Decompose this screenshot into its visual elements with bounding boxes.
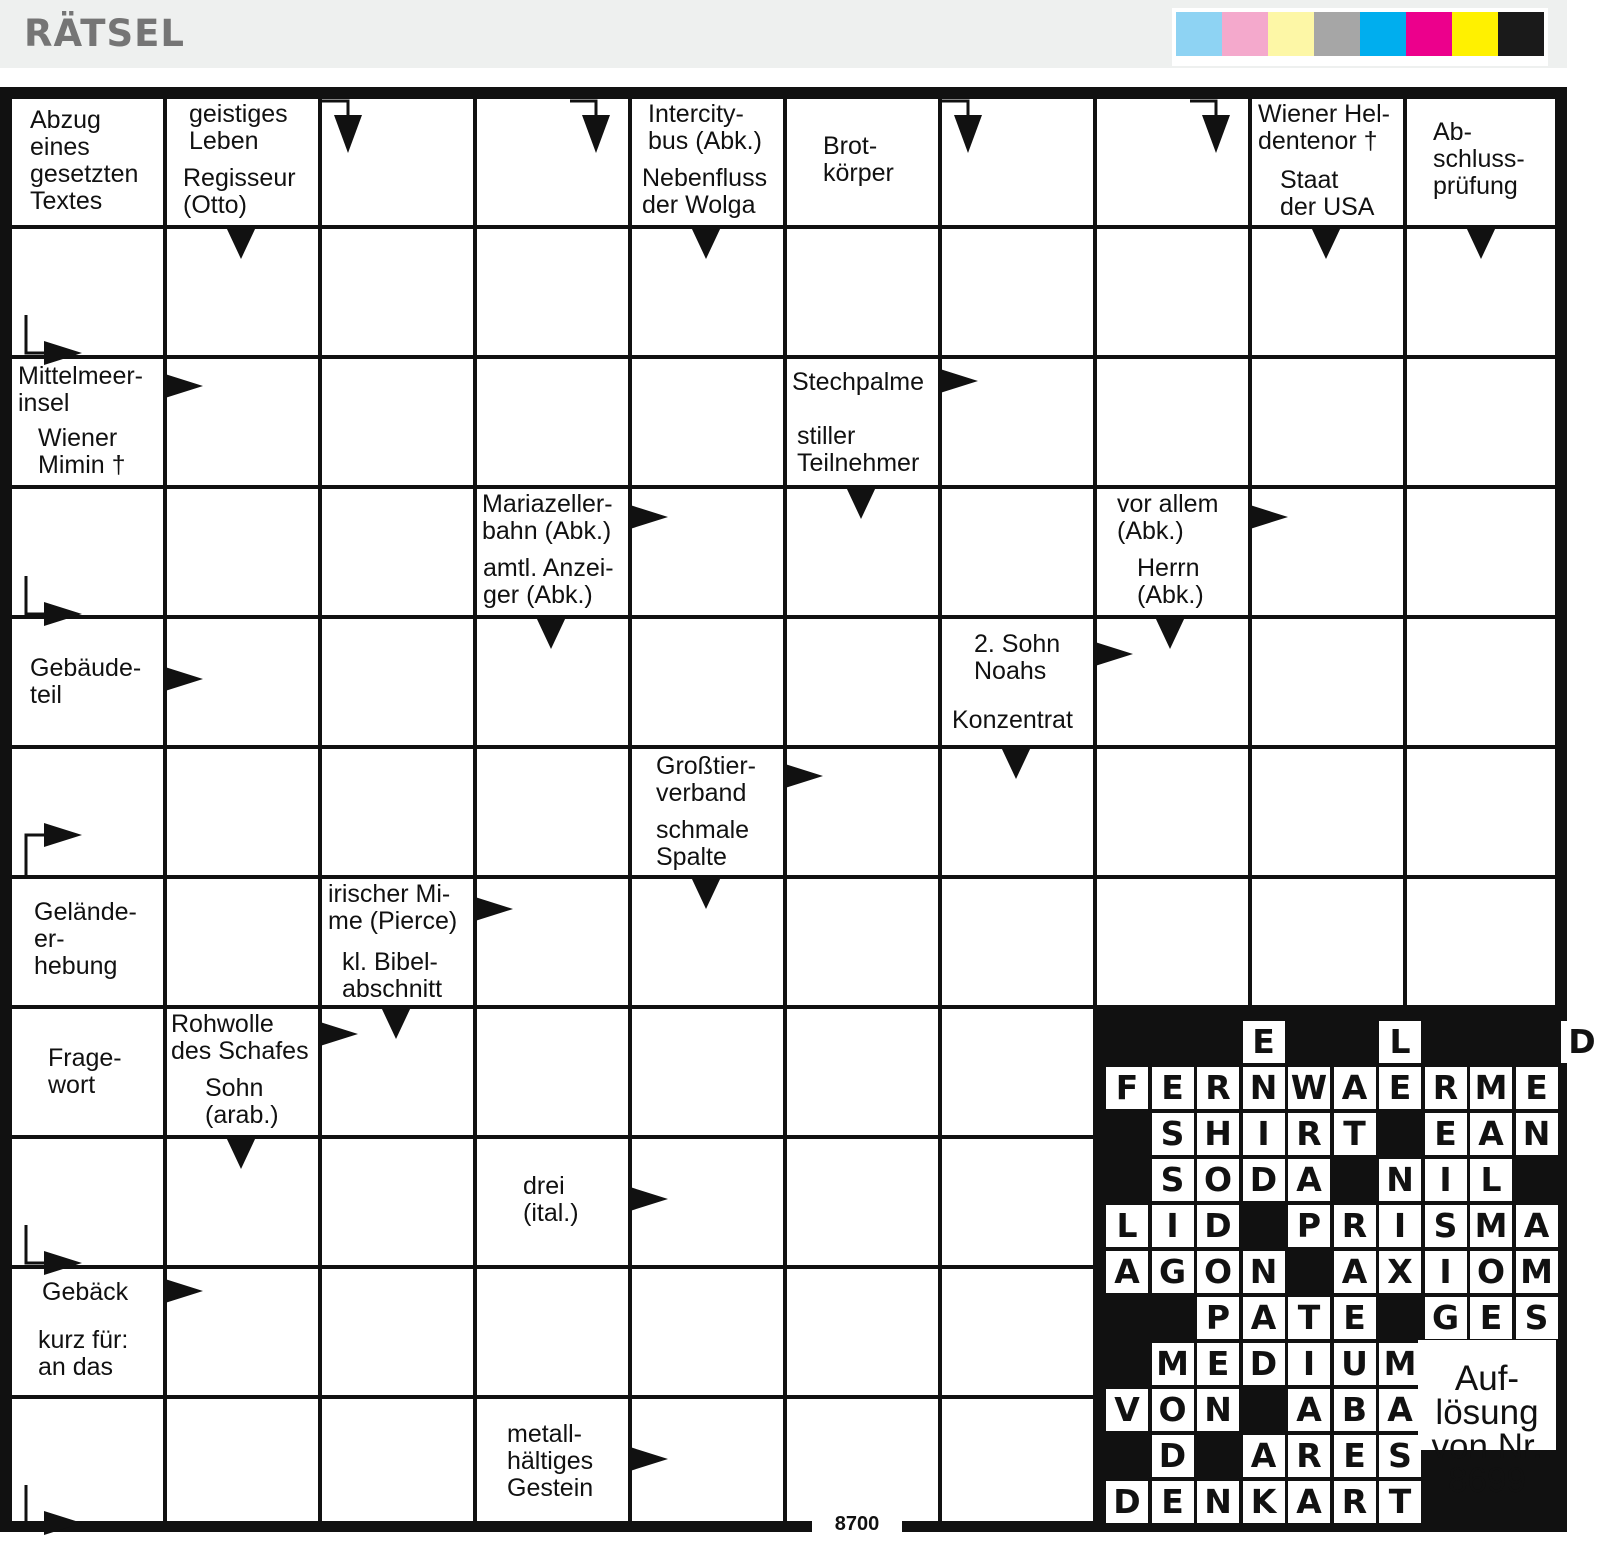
solution-letter: E — [1470, 1297, 1512, 1339]
clue-text: Mittelmeer- insel — [18, 362, 144, 417]
answer-cell[interactable] — [632, 619, 783, 745]
solution-letter: S — [1425, 1205, 1467, 1247]
clue-c15 — [477, 553, 628, 615]
solution-letter: G — [1425, 1297, 1467, 1339]
solution-letter: L — [1470, 1159, 1512, 1201]
solution-letter: E — [1334, 1297, 1376, 1339]
solution-letter: E — [1425, 1113, 1467, 1155]
clue-text: Intercity- bus (Abk.) — [648, 100, 762, 155]
solution-letter: E — [1197, 1343, 1239, 1385]
solution-letter: I — [1243, 1113, 1285, 1155]
solution-letter: A — [1379, 1389, 1421, 1431]
answer-cell[interactable] — [477, 749, 628, 875]
bent-arrow-right-down-icon — [940, 97, 1004, 161]
clue-c26 — [12, 1009, 163, 1135]
solution-letter: S — [1516, 1297, 1558, 1339]
solution-letter: L — [1379, 1021, 1421, 1063]
clue-c11 — [12, 421, 163, 485]
clue-text: Frage- wort — [48, 1044, 122, 1099]
clue-text: Mariazeller- bahn (Abk.) — [482, 490, 613, 545]
solution-letter: M — [1470, 1067, 1512, 1109]
solution-letter: L — [1106, 1205, 1148, 1247]
answer-cell[interactable] — [167, 489, 318, 615]
arrow-right-icon — [165, 667, 203, 691]
solution-letter: A — [1243, 1435, 1285, 1477]
clue-text: Brot- körper — [823, 132, 894, 187]
solution-letter: A — [1288, 1159, 1330, 1201]
solution-letter: E — [1243, 1021, 1285, 1063]
clue-c8 — [1252, 163, 1403, 225]
answer-cell[interactable] — [787, 1009, 938, 1135]
arrow-down-icon — [691, 227, 721, 259]
clue-text: Wiener Hel- dentenor † — [1258, 100, 1390, 155]
clue-text: drei (ital.) — [523, 1172, 579, 1227]
answer-cell[interactable] — [322, 489, 473, 615]
clue-c12 — [787, 359, 938, 409]
arrow-down-icon — [846, 487, 876, 519]
clue-text: Regisseur (Otto) — [183, 164, 296, 219]
answer-cell[interactable] — [1252, 359, 1403, 485]
arrow-down-icon — [1001, 747, 1031, 779]
solution-letter: K — [1243, 1481, 1285, 1523]
solution-letter: E — [1379, 1067, 1421, 1109]
solution-letter: O — [1470, 1251, 1512, 1293]
answer-cell[interactable] — [322, 229, 473, 355]
clue-text: Herrn (Abk.) — [1137, 554, 1204, 609]
clue-c14 — [477, 489, 628, 549]
clue-text: vor allem (Abk.) — [1117, 490, 1219, 545]
color-swatch — [1452, 12, 1498, 56]
answer-cell[interactable] — [1407, 359, 1555, 485]
arrow-right-icon — [940, 369, 978, 393]
solution-letter: A — [1106, 1251, 1148, 1293]
arrow-right-icon — [165, 374, 203, 398]
solution-letter: B — [1334, 1389, 1376, 1431]
clue-text: Nebenfluss der Wolga — [642, 164, 768, 219]
bent-arrow-down-right-icon — [22, 574, 86, 638]
clue-c29 — [477, 1139, 628, 1265]
answer-cell[interactable] — [322, 619, 473, 745]
solution-letter: R — [1334, 1481, 1376, 1523]
bent-arrow-down-right-icon — [22, 313, 86, 377]
answer-cell[interactable] — [787, 1399, 938, 1521]
answer-cell[interactable] — [167, 879, 318, 1005]
solution-letter: N — [1197, 1481, 1239, 1523]
clue-text: Konzentrat — [952, 706, 1073, 734]
solution-letter: W — [1288, 1067, 1330, 1109]
clue-text: metall- hältiges Gestein — [507, 1420, 594, 1502]
solution-letter: S — [1152, 1113, 1194, 1155]
answer-cell[interactable] — [322, 359, 473, 485]
arrow-right-icon — [475, 897, 513, 921]
solution-letter: M — [1379, 1343, 1421, 1385]
clue-text: Großtier- verband — [656, 752, 756, 807]
solution-letter: I — [1152, 1205, 1194, 1247]
answer-cell[interactable] — [322, 1269, 473, 1395]
clue-c24 — [322, 879, 473, 941]
clue-c21 — [632, 749, 783, 809]
bent-arrow-down-right-icon — [22, 1223, 86, 1287]
answer-cell[interactable] — [942, 1009, 1093, 1135]
solution-letter: M — [1516, 1251, 1558, 1293]
answer-cell[interactable] — [1252, 879, 1403, 1005]
solution-letter: R — [1334, 1205, 1376, 1247]
answer-cell[interactable] — [1252, 749, 1403, 875]
solution-letter: N — [1197, 1389, 1239, 1431]
clue-c22 — [632, 813, 783, 875]
answer-cell[interactable] — [477, 359, 628, 485]
clue-c5 — [632, 161, 783, 225]
solution-letter: T — [1334, 1113, 1376, 1155]
solution-letter: V — [1106, 1389, 1148, 1431]
solution-letter: A — [1288, 1481, 1330, 1523]
answer-cell[interactable] — [167, 1399, 318, 1521]
arrow-down-icon — [691, 877, 721, 909]
solution-letter: E — [1334, 1435, 1376, 1477]
puzzle-number: 8700 — [812, 1512, 902, 1532]
color-swatch — [1406, 12, 1452, 56]
clue-text: kl. Bibel- abschnitt — [342, 948, 443, 1003]
answer-cell[interactable] — [942, 229, 1093, 355]
solution-letter: R — [1197, 1067, 1239, 1109]
solution-letter: F — [1106, 1067, 1148, 1109]
answer-cell[interactable] — [477, 1269, 628, 1395]
solution-letter: O — [1152, 1389, 1194, 1431]
color-swatch — [1314, 12, 1360, 56]
solution-letter: A — [1243, 1297, 1285, 1339]
answer-cell[interactable] — [167, 749, 318, 875]
arrow-down-icon — [226, 227, 256, 259]
clue-text: kurz für: an das — [38, 1326, 129, 1381]
solution-letter: D — [1152, 1435, 1194, 1477]
solution-letter: N — [1516, 1113, 1558, 1155]
answer-cell[interactable] — [1097, 879, 1248, 1005]
arrow-right-icon — [1250, 505, 1288, 529]
answer-cell[interactable] — [787, 1139, 938, 1265]
answer-cell[interactable] — [787, 879, 938, 1005]
clue-text: Stechpalme — [792, 368, 925, 396]
solution-letter: M — [1152, 1343, 1194, 1385]
solution-letter: E — [1516, 1067, 1558, 1109]
solution-letter: P — [1197, 1297, 1239, 1339]
answer-cell[interactable] — [477, 229, 628, 355]
clue-c16 — [1097, 489, 1248, 549]
solution-letter: T — [1379, 1481, 1421, 1523]
answer-cell[interactable] — [322, 1399, 473, 1521]
solution-letter: S — [1379, 1435, 1421, 1477]
solution-letter: X — [1379, 1251, 1421, 1293]
clue-text: irischer Mi- me (Pierce) — [328, 880, 458, 935]
color-swatch — [1222, 12, 1268, 56]
arrow-right-icon — [320, 1022, 358, 1046]
clue-c1 — [12, 99, 163, 225]
answer-cell[interactable] — [1407, 749, 1555, 875]
solution-letter: O — [1197, 1159, 1239, 1201]
color-swatch — [1360, 12, 1406, 56]
clue-c28 — [167, 1071, 318, 1135]
clue-text: Rohwolle des Schafes — [171, 1010, 309, 1065]
arrow-down-icon — [1155, 617, 1185, 649]
arrow-right-icon — [785, 764, 823, 788]
clue-text: stiller Teilnehmer — [797, 422, 920, 477]
clue-c4 — [632, 99, 783, 157]
answer-cell[interactable] — [942, 1139, 1093, 1265]
solution-letter: I — [1379, 1205, 1421, 1247]
clue-c3 — [167, 161, 318, 225]
answer-cell[interactable] — [1097, 359, 1248, 485]
arrow-right-icon — [630, 505, 668, 529]
solution-letter: E — [1152, 1067, 1194, 1109]
solution-letter: R — [1288, 1113, 1330, 1155]
arrow-right-icon — [630, 1447, 668, 1471]
bent-arrow-right-down-icon — [1188, 97, 1252, 161]
solution-letter: G — [1152, 1251, 1194, 1293]
clue-c31 — [12, 1319, 163, 1395]
clue-c6 — [787, 99, 938, 225]
answer-cell[interactable] — [1097, 229, 1248, 355]
answer-cell[interactable] — [322, 749, 473, 875]
crossword-board — [0, 87, 1596, 1532]
solution-letter: S — [1152, 1159, 1194, 1201]
clue-text: Ab- schluss- prüfung — [1433, 118, 1525, 200]
solution-letter: R — [1288, 1435, 1330, 1477]
solution-caption: Auf- lösung von Nr. 8699 — [1418, 1340, 1556, 1450]
answer-cell[interactable] — [942, 1269, 1093, 1395]
bent-arrow-down-right-icon — [22, 1483, 86, 1547]
clue-text: Gebäude- teil — [30, 654, 142, 709]
clue-c32 — [477, 1399, 628, 1521]
color-swatch — [1498, 12, 1544, 56]
answer-cell[interactable] — [322, 1139, 473, 1265]
arrow-down-icon — [381, 1007, 411, 1039]
clue-text: schmale Spalte — [656, 816, 750, 871]
bent-arrow-right-down-icon — [320, 97, 384, 161]
solution-letter: N — [1379, 1159, 1421, 1201]
answer-cell[interactable] — [1407, 489, 1555, 615]
solution-letter: P — [1288, 1205, 1330, 1247]
arrow-down-icon — [1466, 227, 1496, 259]
clue-text: 2. Sohn Noahs — [974, 630, 1061, 685]
solution-letter: N — [1243, 1251, 1285, 1293]
arrow-down-icon — [536, 617, 566, 649]
solution-letter: I — [1425, 1159, 1467, 1201]
solution-letter: E — [1152, 1481, 1194, 1523]
solution-letter: A — [1470, 1113, 1512, 1155]
bent-arrow-up-right-icon — [22, 813, 86, 877]
bent-arrow-right-down-icon — [568, 97, 632, 161]
answer-cell[interactable] — [632, 1269, 783, 1395]
answer-cell[interactable] — [1252, 619, 1403, 745]
solution-letter: A — [1288, 1389, 1330, 1431]
clue-c25 — [322, 945, 473, 1005]
clue-c20 — [942, 697, 1093, 745]
solution-letter: D — [1243, 1159, 1285, 1201]
solution-letter: I — [1288, 1343, 1330, 1385]
answer-cell[interactable] — [632, 1009, 783, 1135]
clue-text: geistiges Leben — [189, 100, 288, 155]
clue-text: Gelände- er- hebung — [34, 898, 137, 980]
clue-text: Abzug eines gesetzten Textes — [30, 106, 139, 215]
solution-letter: O — [1197, 1251, 1239, 1293]
color-swatch — [1176, 12, 1222, 56]
solution-letter: D — [1561, 1021, 1603, 1063]
solution-letter: A — [1334, 1251, 1376, 1293]
solution-letter: D — [1197, 1205, 1239, 1247]
solution-letter: H — [1197, 1113, 1239, 1155]
arrow-right-icon — [1095, 642, 1133, 666]
color-swatch — [1268, 12, 1314, 56]
answer-cell[interactable] — [1407, 619, 1555, 745]
answer-cell[interactable] — [1407, 879, 1555, 1005]
answer-cell[interactable] — [632, 359, 783, 485]
arrow-down-icon — [1311, 227, 1341, 259]
clue-text: Wiener Mimin † — [38, 424, 126, 479]
page-title: RÄTSEL — [24, 12, 185, 55]
solution-letter: I — [1425, 1251, 1467, 1293]
clue-c13 — [787, 413, 938, 485]
solution-letter: A — [1516, 1205, 1558, 1247]
arrow-right-icon — [630, 1187, 668, 1211]
clue-c19 — [942, 619, 1093, 693]
solution-letter: U — [1334, 1343, 1376, 1385]
answer-cell[interactable] — [787, 619, 938, 745]
clue-c9 — [1407, 99, 1555, 225]
solution-letter: A — [1334, 1067, 1376, 1109]
color-calibration-strip — [1172, 8, 1548, 66]
solution-letter: M — [1470, 1205, 1512, 1247]
solution-letter: D — [1243, 1343, 1285, 1385]
clue-c2 — [167, 99, 318, 157]
solution-letter: R — [1425, 1067, 1467, 1109]
clue-text: Staat der USA — [1280, 166, 1375, 221]
answer-cell[interactable] — [787, 1269, 938, 1395]
answer-cell[interactable] — [1097, 749, 1248, 875]
clue-c27 — [167, 1009, 318, 1067]
solution-letter: D — [1106, 1481, 1148, 1523]
clue-c23 — [12, 879, 163, 1005]
arrow-down-icon — [226, 1137, 256, 1169]
clue-text: Sohn (arab.) — [205, 1074, 279, 1129]
answer-cell[interactable] — [787, 229, 938, 355]
clue-c17 — [1097, 553, 1248, 615]
clue-c7 — [1252, 99, 1403, 159]
answer-cell[interactable] — [942, 879, 1093, 1005]
arrow-right-icon — [165, 1279, 203, 1303]
answer-cell[interactable] — [942, 1399, 1093, 1521]
answer-cell[interactable] — [942, 489, 1093, 615]
header-bar — [0, 0, 1567, 68]
solution-letter: T — [1288, 1297, 1330, 1339]
solution-letter: N — [1243, 1067, 1285, 1109]
clue-text: Gebäck — [42, 1278, 129, 1306]
clue-text: amtl. Anzei- ger (Abk.) — [483, 554, 614, 609]
answer-cell[interactable] — [477, 1009, 628, 1135]
